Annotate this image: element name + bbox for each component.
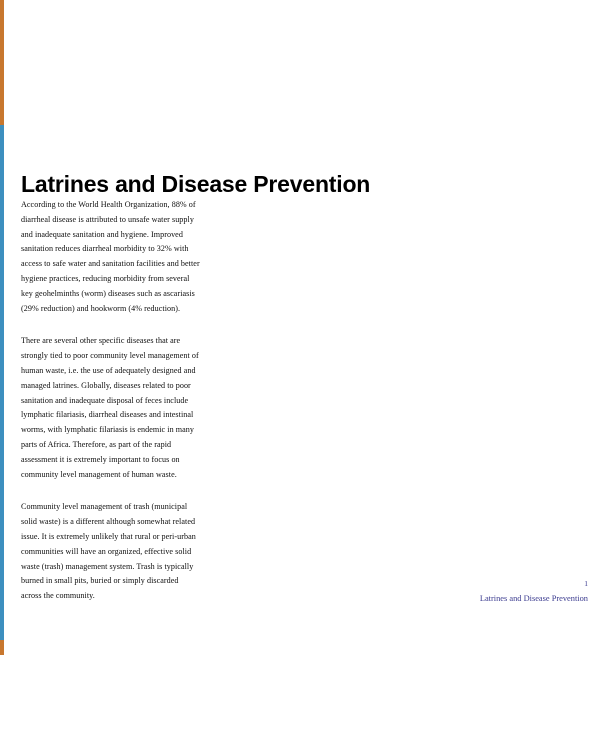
page-number: 1 [584, 579, 588, 588]
page-footer [328, 578, 588, 605]
body-paragraph: Community level management of trash (municipal solid waste) is a different although somewhat related issue. It is extremely unlikely that rural or peri-urban communities will have an organized, effective solid waste (trash) management system. Trash is typically burned in small pits, buried or simply discarded across the community. [21, 502, 196, 601]
body-paragraph: According to the World Health Organization, 88% of diarrheal disease is attributed to unsafe water supply and inadequate sanitation and hygiene. Improved sanitation reduces diarrheal morbidity to 32% with access to safe water and sanitation facilities and better hygiene practices, reducing morbidity from several key geohelminths (worm) diseases such as ascariasis (29% reduction) and hookworm (4% reduction). [21, 200, 200, 313]
body-text-column [21, 198, 201, 604]
footer-running-title: Latrines and Disease Prevention [479, 594, 588, 603]
body-paragraph: There are several other specific diseases that are strongly tied to poor community level management of human waste, i.e. the use of adequately designed and managed latrines. Globally, diseases related to poor sanitation and inadequate disposal of feces include lymphatic filariasis, diarrheal diseases and intestinal worms, with lymphatic filariasis is endemic in many parts of Africa. Therefore, as part of the rapid assessment it is extremely important to focus on community level management of human waste. [21, 336, 199, 479]
page-title: Latrines and Disease Prevention [21, 171, 371, 198]
